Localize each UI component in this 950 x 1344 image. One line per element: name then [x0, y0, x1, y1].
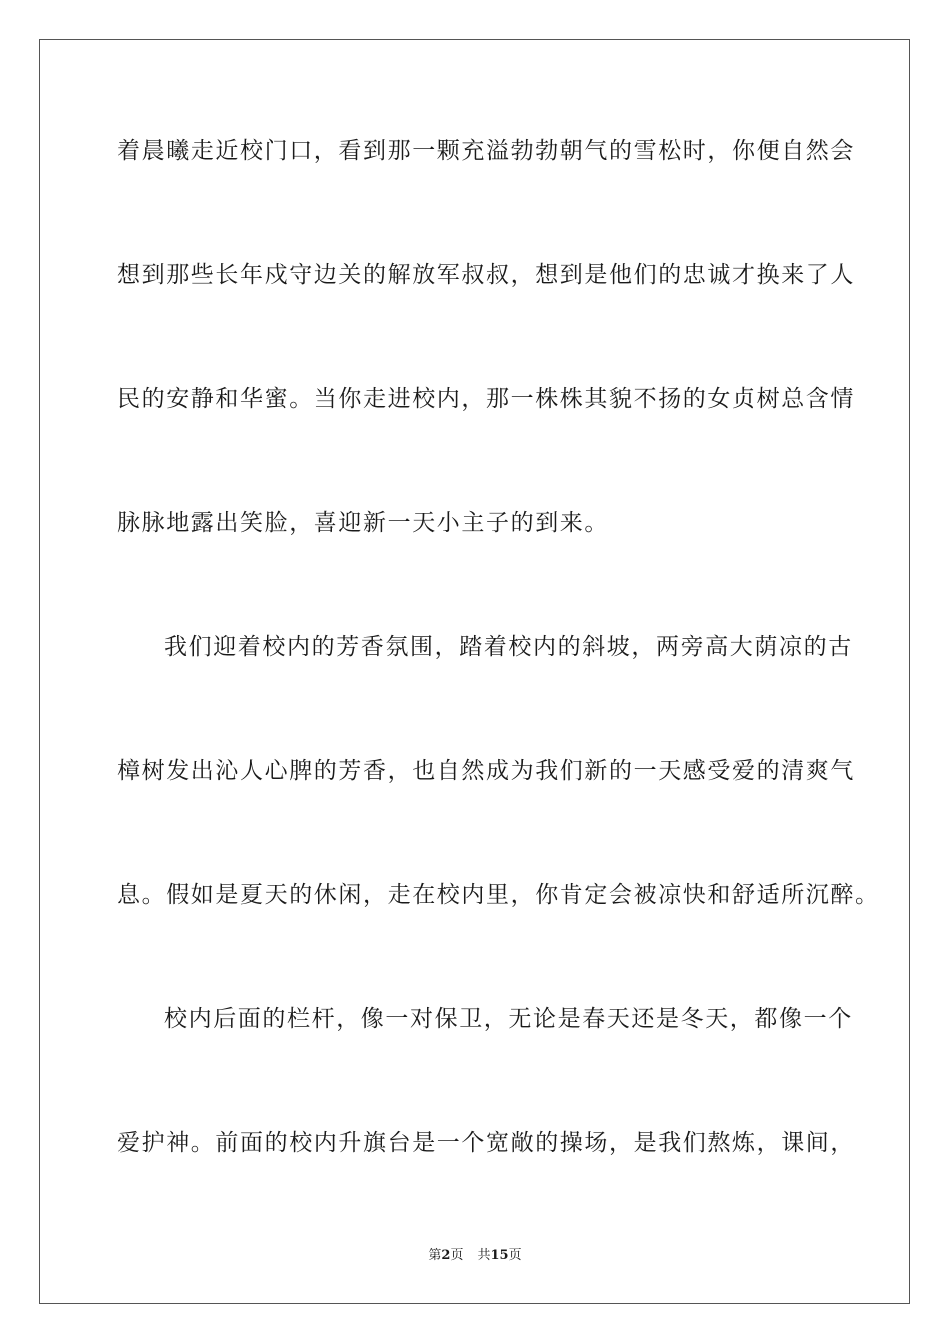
paragraph-line-8: 校内后面的栏杆，像一对保卫，无论是春天还是冬天，都像一个	[164, 1006, 853, 1032]
page-suffix: 页	[450, 1248, 464, 1263]
paragraph-line-4: 脉脉地露出笑脸，喜迎新一天小主子的到来。	[117, 510, 609, 536]
page-border	[39, 39, 910, 1304]
paragraph-line-7: 息。假如是夏天的休闲，走在校内里，你肯定会被凉快和舒适所沉醉。	[117, 882, 880, 908]
paragraph-line-5: 我们迎着校内的芳香氛围，踏着校内的斜坡，两旁高大荫凉的古	[164, 634, 853, 660]
page-current-number: 2	[441, 1248, 451, 1263]
page-footer	[0, 1247, 950, 1265]
paragraph-line-6: 樟树发出沁人心脾的芳香，也自然成为我们新的一天感受爱的清爽气	[117, 758, 855, 784]
total-suffix: 页	[508, 1248, 522, 1263]
paragraph-line-9: 爱护神。前面的校内升旗台是一个宽敞的操场，是我们熬炼，课间，	[117, 1130, 855, 1156]
paragraph-line-2: 想到那些长年戍守边关的解放军叔叔，想到是他们的忠诚才换来了人	[117, 262, 855, 288]
total-prefix: 共	[477, 1248, 491, 1263]
paragraph-line-3: 民的安静和华蜜。当你走进校内，那一株株其貌不扬的女贞树总含情	[117, 386, 855, 412]
page-total-number: 15	[490, 1248, 509, 1263]
paragraph-line-1: 着晨曦走近校门口，看到那一颗充溢勃勃朝气的雪松时，你便自然会	[117, 138, 855, 164]
page-prefix: 第	[428, 1248, 442, 1263]
